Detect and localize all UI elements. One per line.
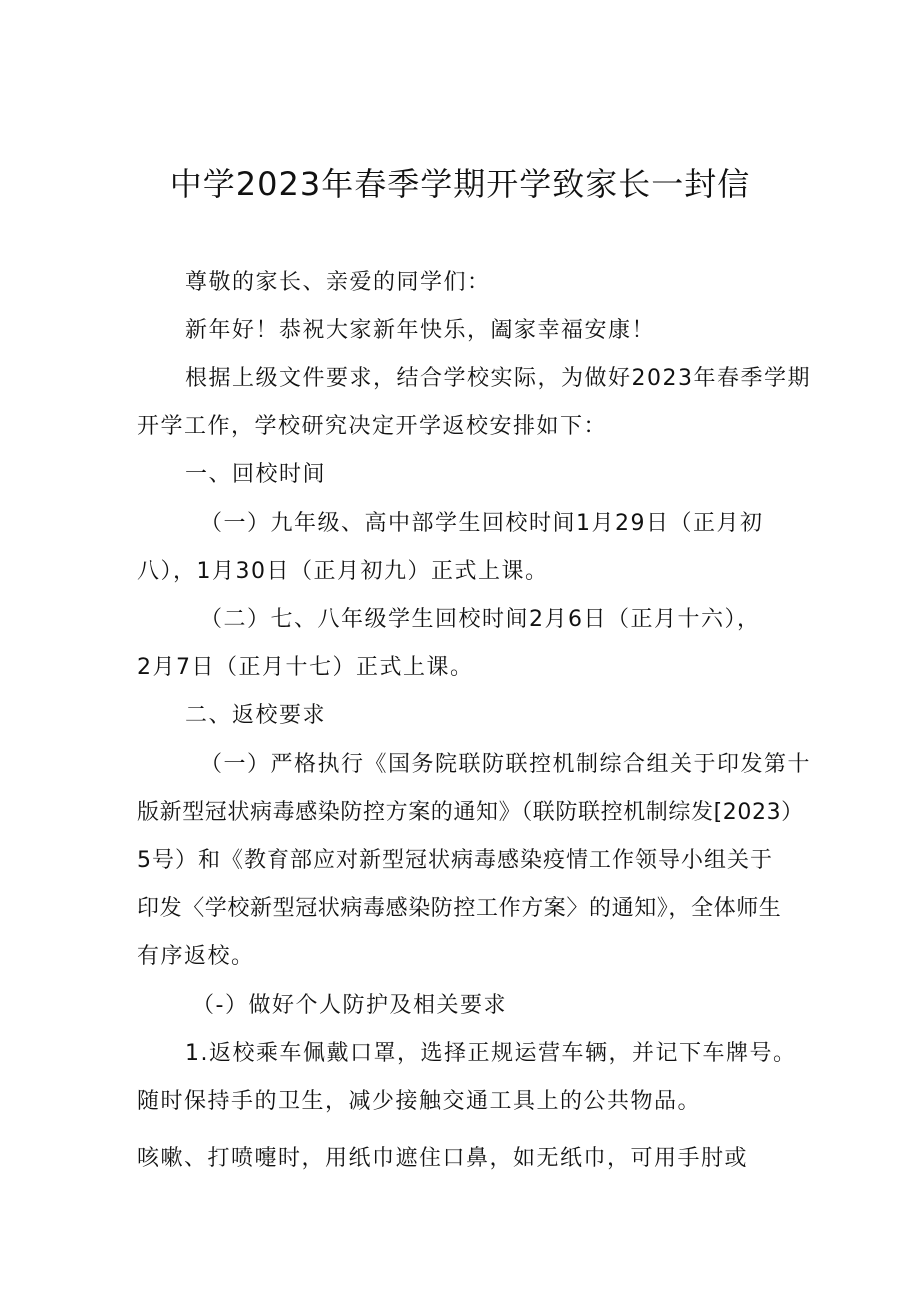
section-heading-1: 一、回校时间 — [185, 462, 327, 487]
salutation: 尊敬的家长、亲爱的同学们： — [185, 270, 491, 295]
paragraph-line: 2月7日（正月十七）正式上课。 — [137, 655, 474, 680]
paragraph-line: 有序返校。 — [137, 944, 255, 969]
paragraph-line: 八），1月30日（正月初九）正式上课。 — [137, 559, 549, 584]
paragraph-line: 1.返校乘车佩戴口罩，选择正规运营车辆，并记下车牌号。 — [185, 1041, 797, 1066]
paragraph-line: （一）严格执行《国务院联防联控机制综合组关于印发第十 — [200, 752, 812, 777]
subsection-heading: （-）做好个人防护及相关要求 — [192, 993, 507, 1018]
paragraph-line: 版新型冠状病毒感染防控方案的通知》（联防联控机制综发[2023） — [137, 800, 804, 825]
paragraph-line: 开学工作，学校研究决定开学返校安排如下： — [137, 414, 608, 439]
paragraph-line: 根据上级文件要求，结合学校实际，为做好2023年春季学期 — [185, 366, 811, 391]
paragraph-line: 咳嗽、打喷嚏时，用纸巾遮住口鼻，如无纸巾，可用手肘或 — [137, 1146, 749, 1171]
section-heading-2: 二、返校要求 — [185, 703, 327, 728]
paragraph-line: 印发〈学校新型冠状病毒感染防控工作方案〉的通知》，全体师生 — [137, 896, 782, 921]
paragraph-line: 5号）和《教育部应对新型冠状病毒感染疫情工作领导小组关于 — [137, 848, 773, 873]
paragraph-line: （二）七、八年级学生回校时间2月6日（正月十六）， — [200, 607, 761, 632]
paragraph-line: （一）九年级、高中部学生回校时间1月29日（正月初 — [200, 511, 764, 536]
paragraph-line: 随时保持手的卫生，减少接触交通工具上的公共物品。 — [137, 1089, 702, 1114]
document-title: 中学2023年春季学期开学致家长一封信 — [169, 165, 751, 203]
greeting: 新年好！恭祝大家新年快乐，阖家幸福安康！ — [185, 318, 656, 343]
